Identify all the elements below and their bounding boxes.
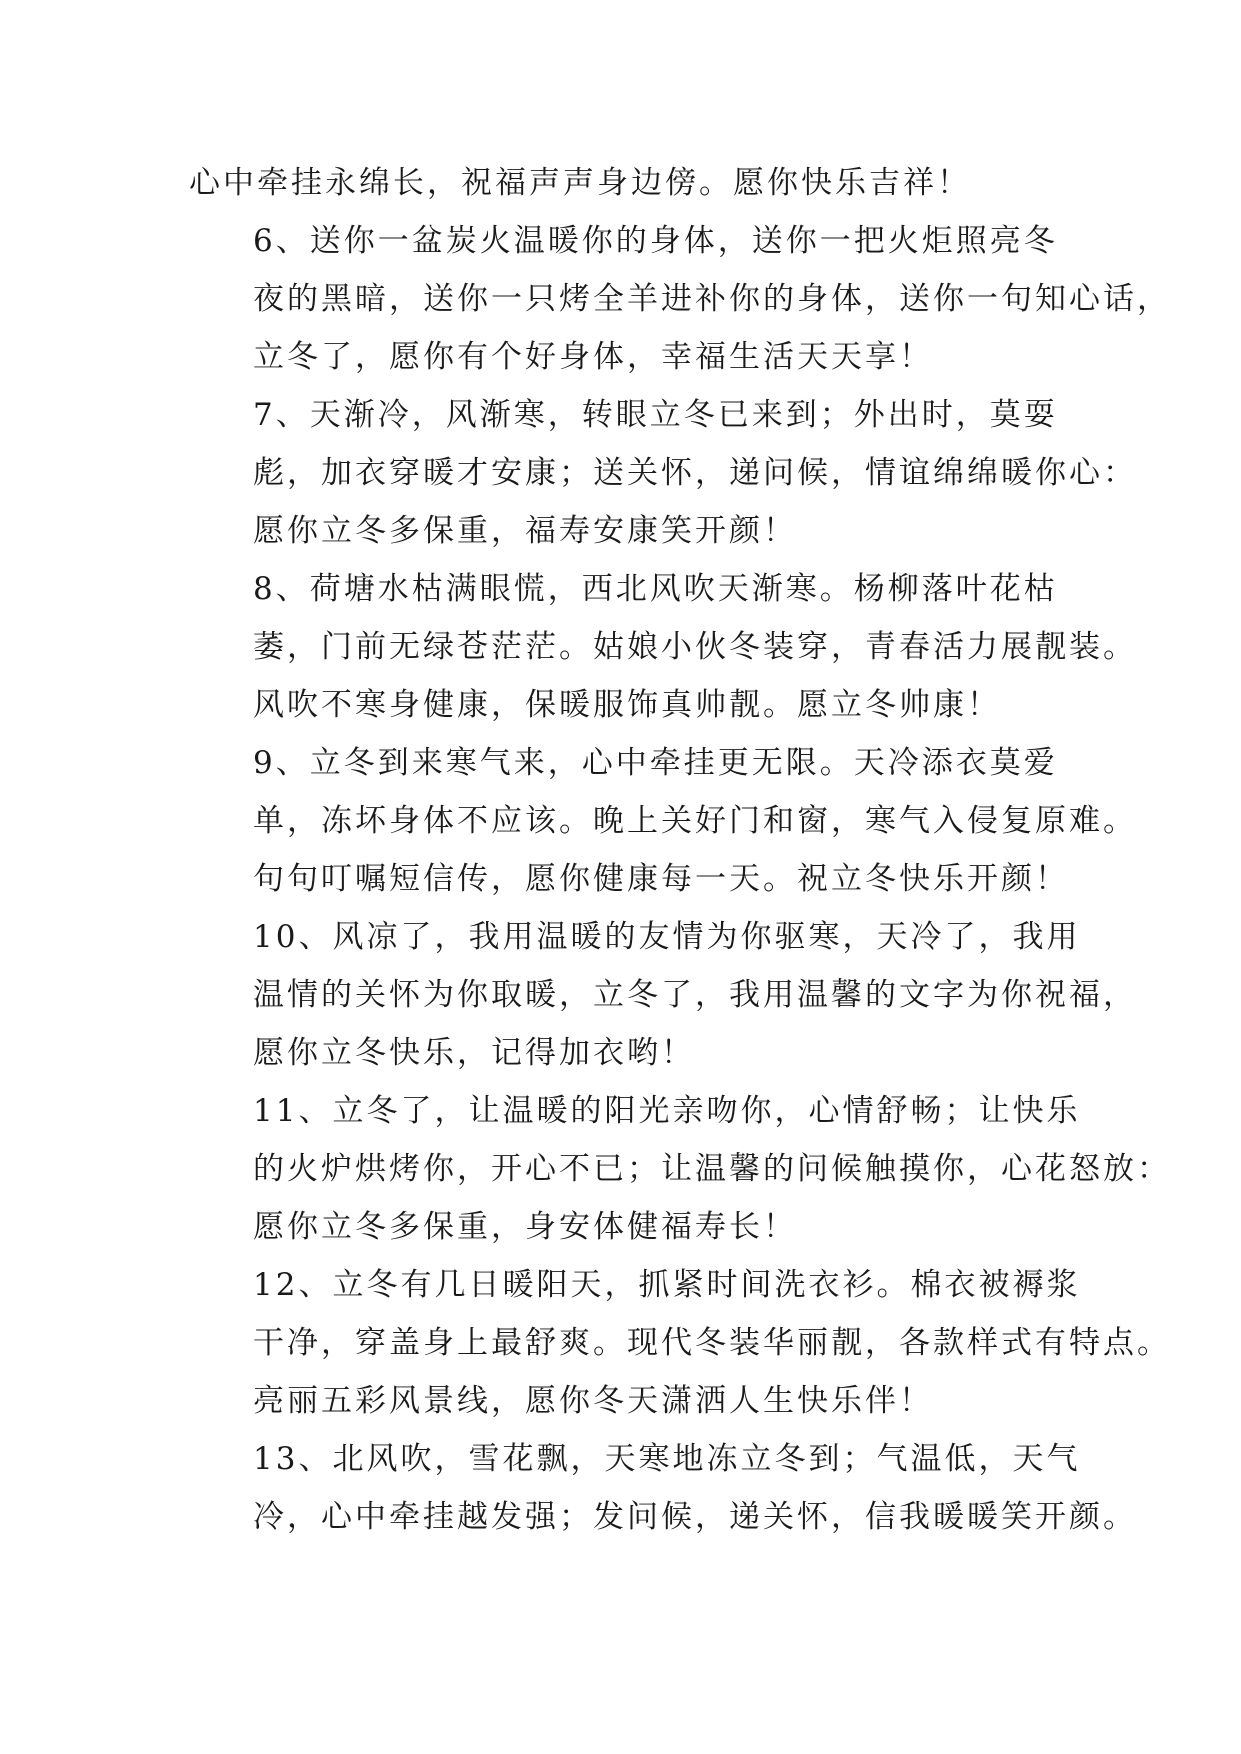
text-line: 愿你立冬多保重，身安体健福寿长！ xyxy=(253,1209,797,1245)
text-line: 冷，心中牵挂越发强；发问候，递关怀，信我暖暖笑开颜。 xyxy=(253,1499,1137,1535)
text-line: 温情的关怀为你取暖，立冬了，我用温馨的文字为你祝福， xyxy=(253,977,1137,1013)
paragraph xyxy=(189,1430,1137,1546)
text-line: 干净，穿盖身上最舒爽。现代冬装华丽靓，各款样式有特点。 xyxy=(253,1325,1171,1361)
text-line: 的火炉烘烤你，开心不已；让温馨的问候触摸你，心花怒放： xyxy=(253,1151,1171,1187)
text-line: 风吹不寒身健康，保暖服饰真帅靓。愿立冬帅康！ xyxy=(253,687,1001,723)
paragraph xyxy=(189,1256,1171,1430)
text-line: 8、荷塘水枯满眼慌，西北风吹天渐寒。杨柳落叶花枯 xyxy=(253,571,1058,607)
paragraph xyxy=(189,212,1171,386)
document-body xyxy=(189,154,1171,1546)
text-line: 愿你立冬多保重，福寿安康笑开颜！ xyxy=(253,513,797,549)
text-line: 11、立冬了，让温暖的阳光亲吻你，心情舒畅；让快乐 xyxy=(253,1093,1081,1129)
text-line: 12、立冬有几日暖阳天，抓紧时间洗衣衫。棉衣被褥浆 xyxy=(253,1267,1081,1303)
paragraph xyxy=(189,386,1137,560)
text-line: 愿你立冬快乐，记得加衣哟！ xyxy=(253,1035,695,1071)
text-line: 13、北风吹，雪花飘，天寒地冻立冬到；气温低，天气 xyxy=(253,1441,1081,1477)
paragraph xyxy=(189,1082,1171,1256)
paragraph xyxy=(189,154,1075,212)
text-line: 立冬了，愿你有个好身体，幸福生活天天享！ xyxy=(253,339,933,375)
text-line: 单，冻坏身体不应该。晚上关好门和窗，寒气入侵复原难。 xyxy=(253,803,1137,839)
text-line: 7、天渐冷，风渐寒，转眼立冬已来到；外出时，莫耍 xyxy=(253,397,1058,433)
text-line: 夜的黑暗，送你一只烤全羊进补你的身体，送你一句知心话， xyxy=(253,281,1171,317)
paragraph xyxy=(189,734,1137,908)
text-line: 亮丽五彩风景线，愿你冬天潇洒人生快乐伴！ xyxy=(253,1383,933,1419)
paragraph xyxy=(189,908,1137,1082)
paragraph xyxy=(189,560,1137,734)
text-line: 句句叮嘱短信传，愿你健康每一天。祝立冬快乐开颜！ xyxy=(253,861,1069,897)
text-line: 心中牵挂永绵长，祝福声声身边傍。愿你快乐吉祥！ xyxy=(189,165,971,201)
text-line: 6、送你一盆炭火温暖你的身体，送你一把火炬照亮冬 xyxy=(253,223,1058,259)
text-line: 10、风凉了，我用温暖的友情为你驱寒，天冷了，我用 xyxy=(253,919,1081,955)
text-line: 9、立冬到来寒气来，心中牵挂更无限。天冷添衣莫爱 xyxy=(253,745,1058,781)
text-line: 萎，门前无绿苍茫茫。姑娘小伙冬装穿，青春活力展靓装。 xyxy=(253,629,1137,665)
text-line: 彪，加衣穿暖才安康；送关怀，递问候，情谊绵绵暖你心： xyxy=(253,455,1137,491)
